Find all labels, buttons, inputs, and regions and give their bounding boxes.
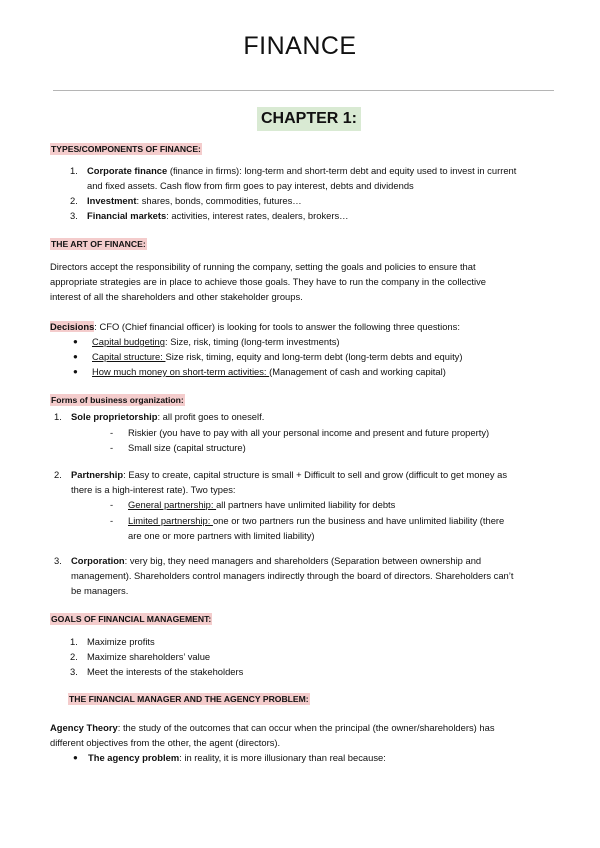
sub-item: Riskier (you have to pay with all your personal income and present and future property) [128,427,490,438]
list-number: 1. [54,411,62,422]
list-item: Sole proprietorship: all profit goes to oneself. [71,411,265,422]
list-number: 3. [54,555,62,566]
decisions-line: Decisions: CFO (Chief financial officer) is looking for tools to answer the following three questions: [50,321,460,332]
title-divider [53,90,554,91]
agency-theory-line: Agency Theory: the study of the outcomes that can occur when the principal (the owner/shareholders) has [50,722,495,733]
goals-heading: GOALS OF FINANCIAL MANAGEMENT: [51,614,212,624]
list-item: Capital budgeting: Size, risk, timing (long-term investments) [92,336,340,347]
list-number: 1. [70,165,78,176]
list-number: 2. [70,651,78,662]
sub-item: General partnership: all partners have unlimited liability for debts [128,499,396,510]
list-item-continuation: management). Shareholders control managers indirectly through the board of directors. Shareholders can’t [71,570,514,581]
list-item-continuation: and fixed assets. Cash flow from firm goes to pay interest, debts and dividends [87,180,414,191]
list-item: Capital structure: Size risk, timing, equity and long-term debt (long-term debts and equity) [92,351,463,362]
dash-icon: - [110,442,114,453]
bullet-icon: ● [73,337,78,346]
sub-item: Limited partnership: one or two partners run the business and have unlimited liability (there [128,515,505,526]
agency-heading: THE FINANCIAL MANAGER AND THE AGENCY PROBLEM: [69,694,309,704]
list-number: 3. [70,210,78,221]
list-item: Maximize profits [87,636,155,647]
list-item: Corporate finance (finance in firms): long-term and short-term debt and equity used to invest in current [87,165,517,176]
paragraph-line: Directors accept the responsibility of running the company, setting the goals and policies to ensure that [50,261,476,272]
list-item: Investment: shares, bonds, commodities, futures… [87,195,302,206]
sub-item: Small size (capital structure) [128,442,246,453]
document-title: FINANCE [243,32,357,60]
list-number: 1. [70,636,78,647]
forms-heading: Forms of business organization: [51,395,184,405]
dash-icon: - [110,499,114,510]
list-item: Financial markets: activities, interest rates, dealers, brokers… [87,210,349,221]
list-number: 2. [70,195,78,206]
list-item: How much money on short-term activities: (Management of cash and working capital) [92,366,446,377]
dash-icon: - [110,515,114,526]
list-item-continuation: be managers. [71,585,129,596]
list-number: 2. [54,469,62,480]
dash-icon: - [110,427,114,438]
list-number: 3. [70,666,78,677]
paragraph-line: interest of all the shareholders and other stakeholder groups. [50,291,303,302]
list-item: The agency problem: in reality, it is more illusionary than real because: [88,752,386,763]
types-heading: TYPES/COMPONENTS OF FINANCE: [51,144,201,154]
list-item: Corporation: very big, they need managers and shareholders (Separation between ownership and [71,555,482,566]
chapter-heading: CHAPTER 1: [257,107,361,131]
list-item: Partnership: Easy to create, capital structure is small + Difficult to sell and grow (difficult to get money as [71,469,508,480]
bullet-icon: ● [73,753,78,762]
paragraph-line: different objectives from the other, the agent (directors). [50,737,281,748]
art-heading: THE ART OF FINANCE: [51,239,146,249]
paragraph-line: appropriate strategies are in place to achieve those goals. They have to run the company in the collective [50,276,487,287]
bullet-icon: ● [73,367,78,376]
decisions-label: Decisions [50,321,95,332]
list-item: Meet the interests of the stakeholders [87,666,244,677]
list-item: Maximize shareholders’ value [87,651,211,662]
list-item-continuation: there is a high-interest rate). Two types: [71,484,236,495]
bullet-icon: ● [73,352,78,361]
sub-item-continuation: are one or more partners with limited liability) [128,530,315,541]
